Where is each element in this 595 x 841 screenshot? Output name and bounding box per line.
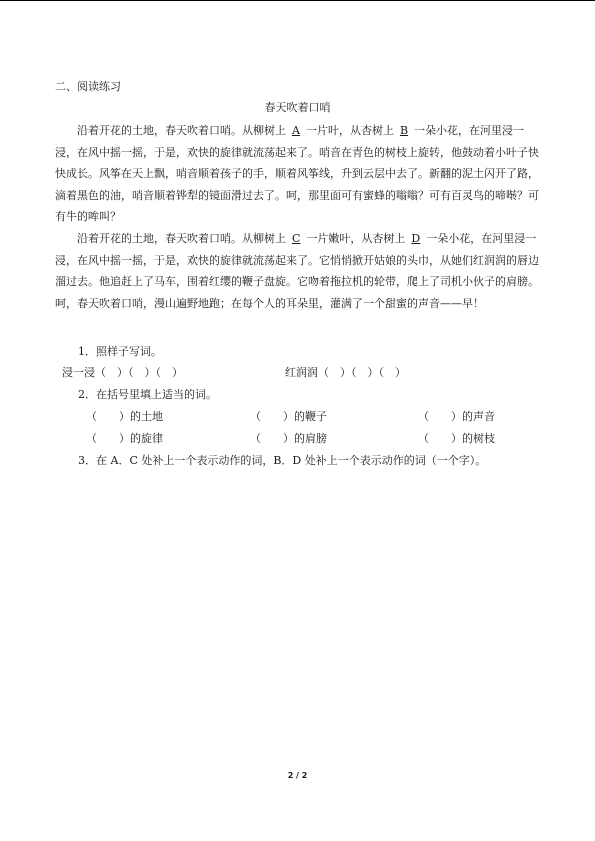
- passage-paragraph-1: [55, 120, 543, 228]
- top-border-line: [0, 0, 595, 1]
- blank-d: D: [411, 232, 421, 245]
- question-2-item: （ ）的土地: [86, 410, 163, 423]
- question-2-item: （ ）的树枝: [418, 432, 495, 445]
- page-number: 2 / 2: [287, 771, 308, 780]
- para1-text-1: 沿着开花的土地，春天吹着口哨。从柳树上: [77, 124, 286, 137]
- para2-text-2: 一片嫩叶，从杏树上: [306, 232, 406, 245]
- question-2-item: （ ）的声音: [418, 410, 495, 423]
- question-2-item: （ ）的旋律: [86, 432, 163, 445]
- para1-text-3: 一朵小花，在河里浸一浸，在风中摇一摇，于是，欢快的旋律就流荡起来了。哨音在青色的树枝上旋转，他鼓动着小叶子快快成长。风筝在天上飘，哨音顺着孩子的手，顺着风筝线，升到云层中去了。新翻的泥土闪开了路，滴着黑色的油，哨音顺着铧犁的镜面滑过去了。呵，那里面可有蜜蜂的嗡嗡？可有百灵鸟的啼啭？可有牛的哞叫？: [55, 124, 539, 223]
- blank-b: B: [399, 124, 409, 137]
- para1-text-2: 一片叶，从杏树上: [305, 124, 394, 137]
- passage-paragraph-2: [55, 228, 543, 314]
- passage-title: 春天吹着口哨: [264, 101, 331, 114]
- question-2-item: （ ）的肩膀: [250, 432, 327, 445]
- blank-c: C: [292, 232, 301, 245]
- question-1-example-1: 浸一浸（ ）（ ）（ ）: [62, 366, 183, 379]
- blank-a: A: [292, 124, 300, 137]
- para2-text-1: 沿着开花的土地，春天吹着口哨。从柳树上: [77, 232, 286, 245]
- question-3-label: 3．在 A．C 处补上一个表示动作的词，B．D 处补上一个表示动作的词（一个字）。: [78, 454, 487, 467]
- question-2-label: 2．在括号里填上适当的词。: [78, 388, 217, 401]
- question-1-label: 1．照样子写词。: [78, 345, 162, 358]
- question-2-item: （ ）的鞭子: [250, 410, 327, 423]
- question-1-example-2: 红润润（ ）（ ）（ ）: [285, 366, 406, 379]
- section-heading: 二、阅读练习: [55, 80, 121, 93]
- para2-text-3: 一朵小花，在河里浸一浸，在风中摇一摇，于是，欢快的旋律就流荡起来了。它悄悄掀开姑娘的头巾，从她们红润润的唇边溜过去。他追赶上了马车，围着红缨的鞭子盘旋。它吻着拖拉机的轮带，爬上了司机小伙子的肩膀。呵，春天吹着口哨，漫山遍野地跑；在每个人的耳朵里，灌满了一个甜蜜的声音——早！: [55, 232, 539, 310]
